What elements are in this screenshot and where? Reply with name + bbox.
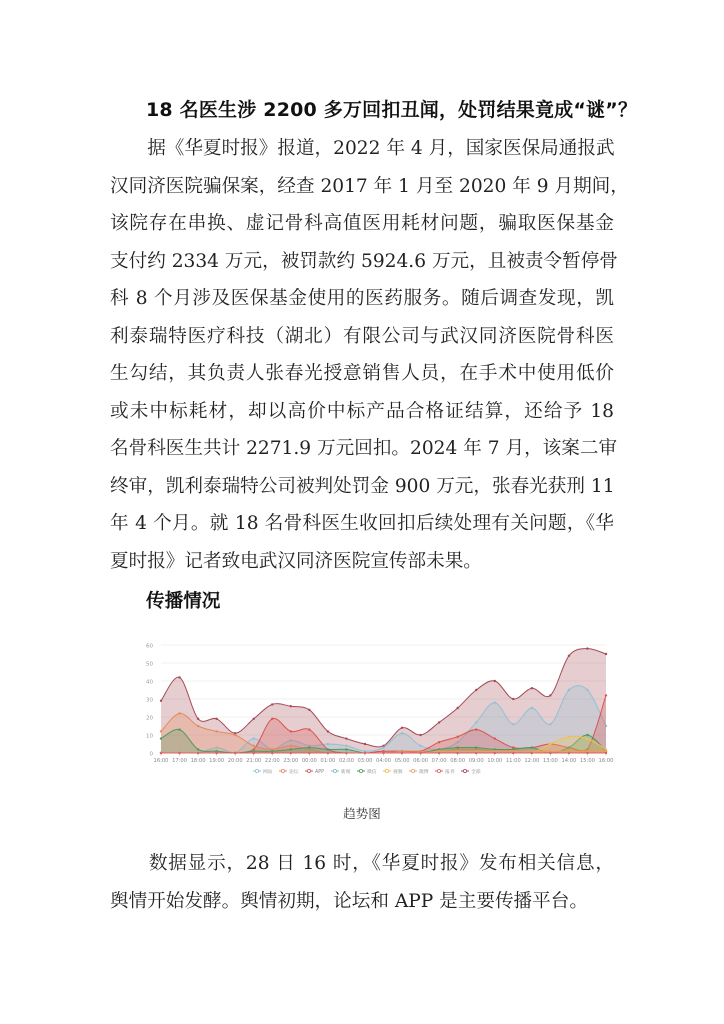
data-point (419, 734, 421, 736)
legend-marker-icon (411, 769, 414, 772)
paragraph-line: 该院存在串换、虚记骨科高值医用耗材问题，骗取医保基金 (110, 213, 614, 234)
data-point (197, 748, 199, 750)
paragraph-line: 生勾结，其负责人张春光授意销售人员，在手术中使用低价 (110, 363, 614, 384)
data-point (308, 709, 310, 711)
data-point (475, 689, 477, 691)
data-point (419, 745, 421, 747)
data-point (197, 752, 199, 754)
data-point (419, 752, 421, 754)
legend-marker-icon (385, 769, 388, 772)
data-point (178, 712, 180, 714)
x-tick-label: 16:00 (598, 758, 614, 764)
x-tick-label: 11:00 (505, 758, 521, 764)
article-paragraph-2 (110, 845, 614, 920)
paragraph-line: 科 8 个月涉及医保基金使用的医药服务。随后调查发现，凯 (110, 288, 614, 309)
data-point (234, 734, 236, 736)
data-point (327, 743, 329, 745)
y-tick-label: 0 (149, 751, 153, 758)
y-tick-label: 50 (146, 661, 153, 668)
legend-label[interactable]: 微博 (419, 770, 429, 775)
data-point (475, 721, 477, 723)
data-point (308, 752, 310, 754)
chart-caption: 趋势图 (343, 806, 381, 821)
data-point (271, 752, 273, 754)
data-point (549, 743, 551, 745)
article-paragraph-1 (110, 130, 629, 580)
data-point (178, 728, 180, 730)
data-point (568, 689, 570, 691)
x-tick-label: 01:00 (320, 758, 336, 764)
data-point (512, 723, 514, 725)
x-tick-label: 14:00 (561, 758, 577, 764)
data-point (160, 700, 162, 702)
data-point (605, 653, 607, 655)
data-point (568, 655, 570, 657)
data-point (456, 707, 458, 709)
x-tick-label: 07:00 (431, 758, 447, 764)
data-point (345, 737, 347, 739)
data-point (494, 737, 496, 739)
data-point (494, 680, 496, 682)
x-tick-label: 03:00 (357, 758, 373, 764)
x-tick-label: 19:00 (209, 758, 225, 764)
legend-marker-icon (463, 769, 466, 772)
data-point (512, 752, 514, 754)
x-tick-label: 23:00 (283, 758, 299, 764)
data-point (290, 745, 292, 747)
article-title: 18 名医生涉 2200 多万回扣丑闻，处罚结果竟成“谜”？ (146, 99, 638, 121)
x-tick-label: 02:00 (338, 758, 354, 764)
data-point (568, 752, 570, 754)
data-point (271, 718, 273, 720)
y-tick-label: 60 (146, 643, 153, 650)
data-point (382, 752, 384, 754)
data-point (549, 694, 551, 696)
data-point (345, 748, 347, 750)
data-point (234, 752, 236, 754)
data-point (160, 752, 162, 754)
section-heading: 传播情况 (146, 591, 221, 612)
data-point (531, 687, 533, 689)
x-tick-label: 22:00 (264, 758, 280, 764)
data-point (494, 701, 496, 703)
legend-label[interactable]: 全部 (471, 770, 481, 775)
data-point (605, 752, 607, 754)
legend-label[interactable]: 微信 (367, 770, 377, 775)
data-point (215, 718, 217, 720)
data-point (456, 736, 458, 738)
data-point (586, 737, 588, 739)
x-tick-label: 13:00 (542, 758, 558, 764)
data-point (327, 752, 329, 754)
data-point (475, 746, 477, 748)
paragraph-line: 据《华夏时报》报道，2022 年 4 月，国家医保局通报武 (110, 138, 615, 159)
data-point (549, 752, 551, 754)
y-tick-label: 20 (146, 715, 153, 722)
data-point (512, 698, 514, 700)
legend-marker-icon (255, 769, 258, 772)
data-point (327, 748, 329, 750)
data-point (531, 752, 533, 754)
data-point (586, 689, 588, 691)
data-point (290, 730, 292, 732)
x-tick-label: 06:00 (413, 758, 429, 764)
paragraph-line: 汉同济医院骗保案，经查 2017 年 1 月至 2020 年 9 月期间， (110, 175, 629, 197)
paragraph-line: 支付约 2334 万元，被罚款约 5924.6 万元，且被责令暂停骨 (110, 250, 618, 272)
y-tick-label: 10 (146, 733, 153, 740)
x-tick-label: 00:00 (301, 758, 317, 764)
data-point (253, 745, 255, 747)
data-point (438, 721, 440, 723)
data-point (494, 752, 496, 754)
paragraph-line: 终审，凯利泰瑞特公司被判处罚金 900 万元，张春光获刑 11 (110, 475, 615, 497)
data-point (438, 741, 440, 743)
legend-marker-icon (281, 769, 284, 772)
y-tick-label: 30 (146, 697, 153, 704)
legend-marker-icon (359, 769, 362, 772)
data-point (178, 752, 180, 754)
x-tick-label: 20:00 (227, 758, 243, 764)
data-point (290, 748, 292, 750)
data-point (531, 707, 533, 709)
legend-label[interactable]: 论坛 (289, 770, 299, 775)
paragraph-line: 夏时报》记者致电武汉同济医院宣传部未果。 (110, 550, 482, 572)
data-point (531, 746, 533, 748)
paragraph-line: 舆情开始发酵。舆情初期，论坛和 APP 是主要传播平台。 (110, 890, 588, 912)
x-tick-label: 15:00 (579, 758, 595, 764)
paragraph-line: 数据显示，28 日 16 时，《华夏时报》发布相关信息， (110, 853, 614, 874)
data-point (253, 718, 255, 720)
x-tick-label: 05:00 (394, 758, 410, 764)
data-point (586, 647, 588, 649)
legend-label[interactable]: 网站 (263, 770, 273, 775)
data-point (605, 694, 607, 696)
data-point (215, 752, 217, 754)
data-point (475, 752, 477, 754)
data-point (382, 746, 384, 748)
x-tick-label: 21:00 (246, 758, 262, 764)
data-point (290, 752, 292, 754)
data-point (345, 745, 347, 747)
data-point (197, 725, 199, 727)
data-point (568, 736, 570, 738)
y-tick-label: 40 (146, 679, 153, 686)
data-point (215, 730, 217, 732)
data-point (290, 705, 292, 707)
x-tick-label: 18:00 (190, 758, 206, 764)
x-tick-label: 04:00 (376, 758, 391, 764)
legend-label[interactable]: APP (315, 770, 325, 775)
data-point (364, 752, 366, 754)
paragraph-line: 或未中标耗材，却以高价中标产品合格证结算，还给予 18 (110, 400, 614, 422)
paragraph-line: 名骨科医生共计 2271.9 万元回扣。2024 年 7 月，该案二审 (110, 438, 618, 459)
data-point (327, 730, 329, 732)
data-point (456, 752, 458, 754)
data-point (160, 730, 162, 732)
data-point (586, 752, 588, 754)
x-tick-label: 16:00 (153, 758, 169, 764)
legend-label[interactable]: 报刊 (445, 770, 455, 775)
legend-label[interactable]: 新闻 (341, 770, 351, 775)
trend-chart (135, 632, 620, 782)
data-point (475, 728, 477, 730)
data-point (253, 752, 255, 754)
data-point (308, 728, 310, 730)
x-tick-label: 10:00 (487, 758, 503, 764)
data-point (456, 746, 458, 748)
data-point (401, 732, 403, 734)
data-point (549, 723, 551, 725)
data-point (401, 727, 403, 729)
data-point (197, 718, 199, 720)
paragraph-line: 年 4 个月。就 18 名骨科医生收回扣后续处理有关问题，《华 (110, 513, 614, 534)
data-point (364, 743, 366, 745)
paragraph-line: 利泰瑞特医疗科技（湖北）有限公司与武汉同济医院骨科医 (110, 325, 614, 347)
legend-marker-icon (333, 769, 336, 772)
legend-label[interactable]: 视频 (393, 770, 403, 775)
data-point (401, 752, 403, 754)
data-point (178, 676, 180, 678)
x-tick-label: 17:00 (172, 758, 188, 764)
legend-marker-icon (307, 769, 310, 772)
data-point (160, 737, 162, 739)
data-point (253, 737, 255, 739)
x-tick-label: 12:00 (524, 758, 540, 764)
x-tick-label: 09:00 (468, 758, 484, 764)
legend-marker-icon (437, 769, 440, 772)
data-point (345, 752, 347, 754)
data-point (271, 703, 273, 705)
data-point (438, 752, 440, 754)
data-point (308, 746, 310, 748)
data-point (586, 734, 588, 736)
x-tick-label: 08:00 (450, 758, 466, 764)
